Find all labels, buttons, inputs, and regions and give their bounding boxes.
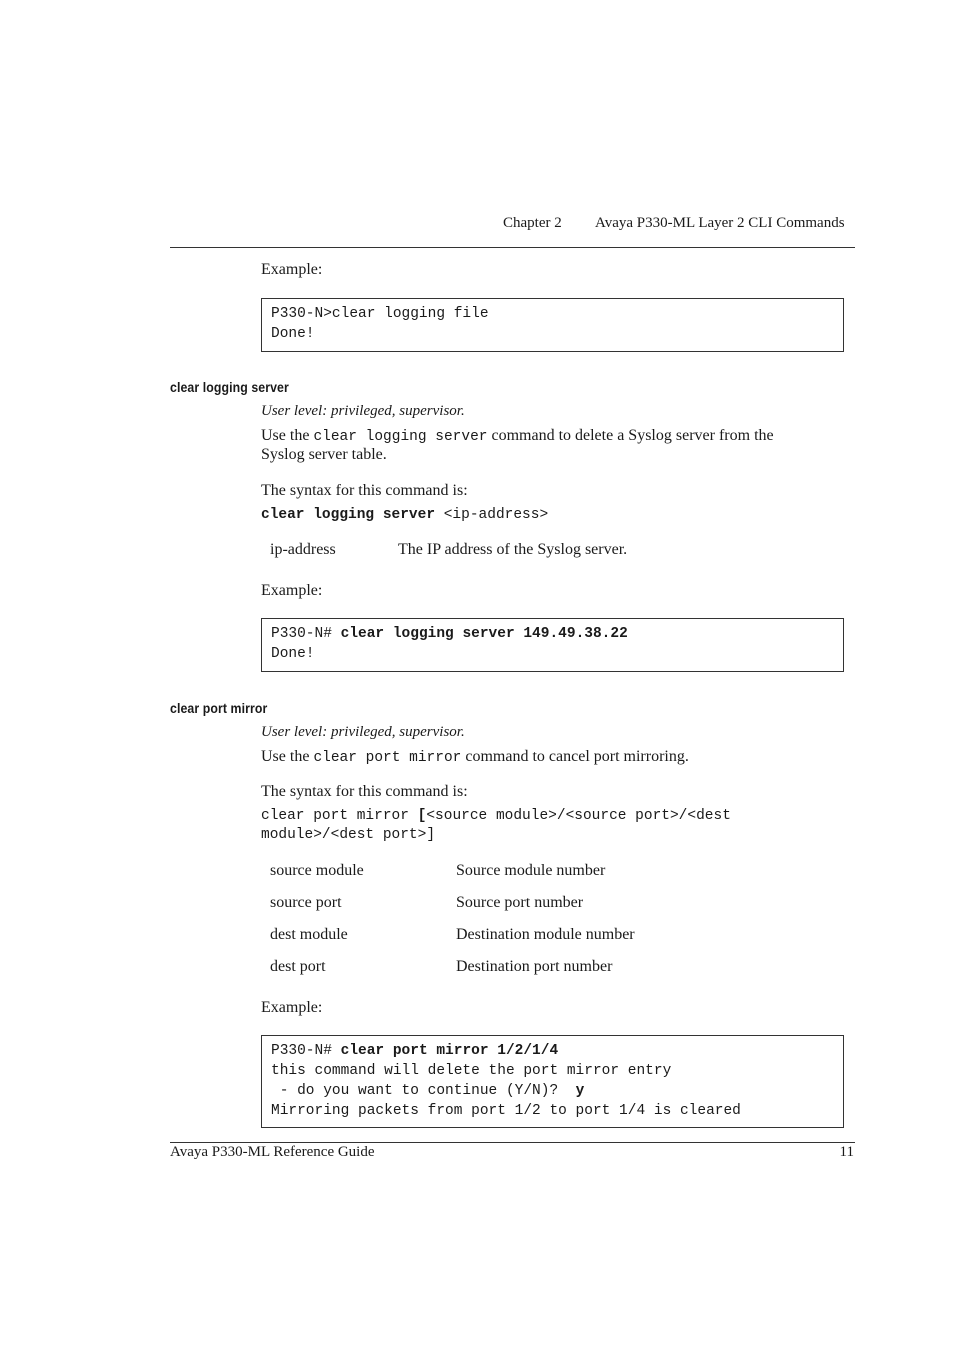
syntax-intro: The syntax for this command is: xyxy=(261,482,468,499)
code-example-clear-logging-file xyxy=(261,298,844,352)
syntax-line xyxy=(261,808,731,824)
syntax-line xyxy=(261,507,548,523)
code-line xyxy=(271,1041,558,1061)
description-text: command to cancel port mirroring. xyxy=(461,748,689,765)
code-command: clear logging server 149.49.38.22 xyxy=(340,626,628,642)
param-name: ip-address xyxy=(270,541,336,558)
code-line: Done! xyxy=(271,326,315,342)
page-number: 11 xyxy=(839,1144,854,1160)
description xyxy=(261,427,774,445)
user-level: User level: privileged, supervisor. xyxy=(261,724,465,740)
example-label: Example: xyxy=(261,582,323,599)
footer-guide-title: Avaya P330-ML Reference Guide xyxy=(170,1144,375,1160)
inline-command: clear port mirror xyxy=(313,750,462,766)
syntax-argument: <source module>/<source port>/<dest xyxy=(426,808,731,824)
description-text: Use the xyxy=(261,427,314,444)
code-prompt: P330-N# xyxy=(271,1043,341,1059)
footer-rule xyxy=(170,1142,855,1143)
code-prompt: P330-N# xyxy=(271,626,341,642)
code-line xyxy=(271,1081,584,1101)
param-desc: The IP address of the Syslog server. xyxy=(398,541,628,558)
description-line2: Syslog server table. xyxy=(261,446,387,463)
syntax-line: module>/<dest port>] xyxy=(261,827,436,843)
param-name: source module xyxy=(270,862,364,879)
example-label: Example: xyxy=(261,999,323,1016)
description xyxy=(261,748,689,766)
code-example-clear-port-mirror xyxy=(261,1035,844,1128)
code-line: Done! xyxy=(271,646,315,662)
section-heading-clear-port-mirror: clear port mirror xyxy=(170,700,268,716)
header-rule xyxy=(170,247,855,248)
param-desc: Destination module number xyxy=(456,926,635,943)
running-header-chapter: Chapter 2 xyxy=(503,215,562,231)
code-line: Mirroring packets from port 1/2 to port 1/4 is cleared xyxy=(271,1103,741,1119)
user-level: User level: privileged, supervisor. xyxy=(261,403,465,419)
syntax-argument: <ip-address> xyxy=(435,507,549,523)
code-answer: y xyxy=(575,1083,585,1099)
inline-command: clear logging server xyxy=(313,429,488,445)
code-example-clear-logging-server xyxy=(261,618,844,672)
param-name: dest module xyxy=(270,926,348,943)
syntax-intro: The syntax for this command is: xyxy=(261,783,468,800)
section-heading-clear-logging-server: clear logging server xyxy=(170,379,289,395)
code-line: P330-N>clear logging file xyxy=(271,306,489,322)
code-command: clear port mirror 1/2/1/4 xyxy=(340,1043,559,1059)
param-desc: Source module number xyxy=(456,862,606,879)
syntax-command: clear port mirror xyxy=(261,808,418,824)
param-name: source port xyxy=(270,894,342,911)
description-text: command to delete a Syslog server from the xyxy=(487,427,774,444)
param-desc: Destination port number xyxy=(456,958,613,975)
running-header-title: Avaya P330-ML Layer 2 CLI Commands xyxy=(595,215,845,231)
param-name: dest port xyxy=(270,958,326,975)
syntax-bracket: [ xyxy=(417,808,427,824)
example-label: Example: xyxy=(261,261,323,278)
code-line: this command will delete the port mirror entry xyxy=(271,1063,672,1079)
code-line xyxy=(271,624,628,644)
description-text: Use the xyxy=(261,748,314,765)
param-desc: Source port number xyxy=(456,894,584,911)
syntax-command: clear logging server xyxy=(261,507,436,523)
code-text: - do you want to continue (Y/N)? xyxy=(271,1083,576,1099)
